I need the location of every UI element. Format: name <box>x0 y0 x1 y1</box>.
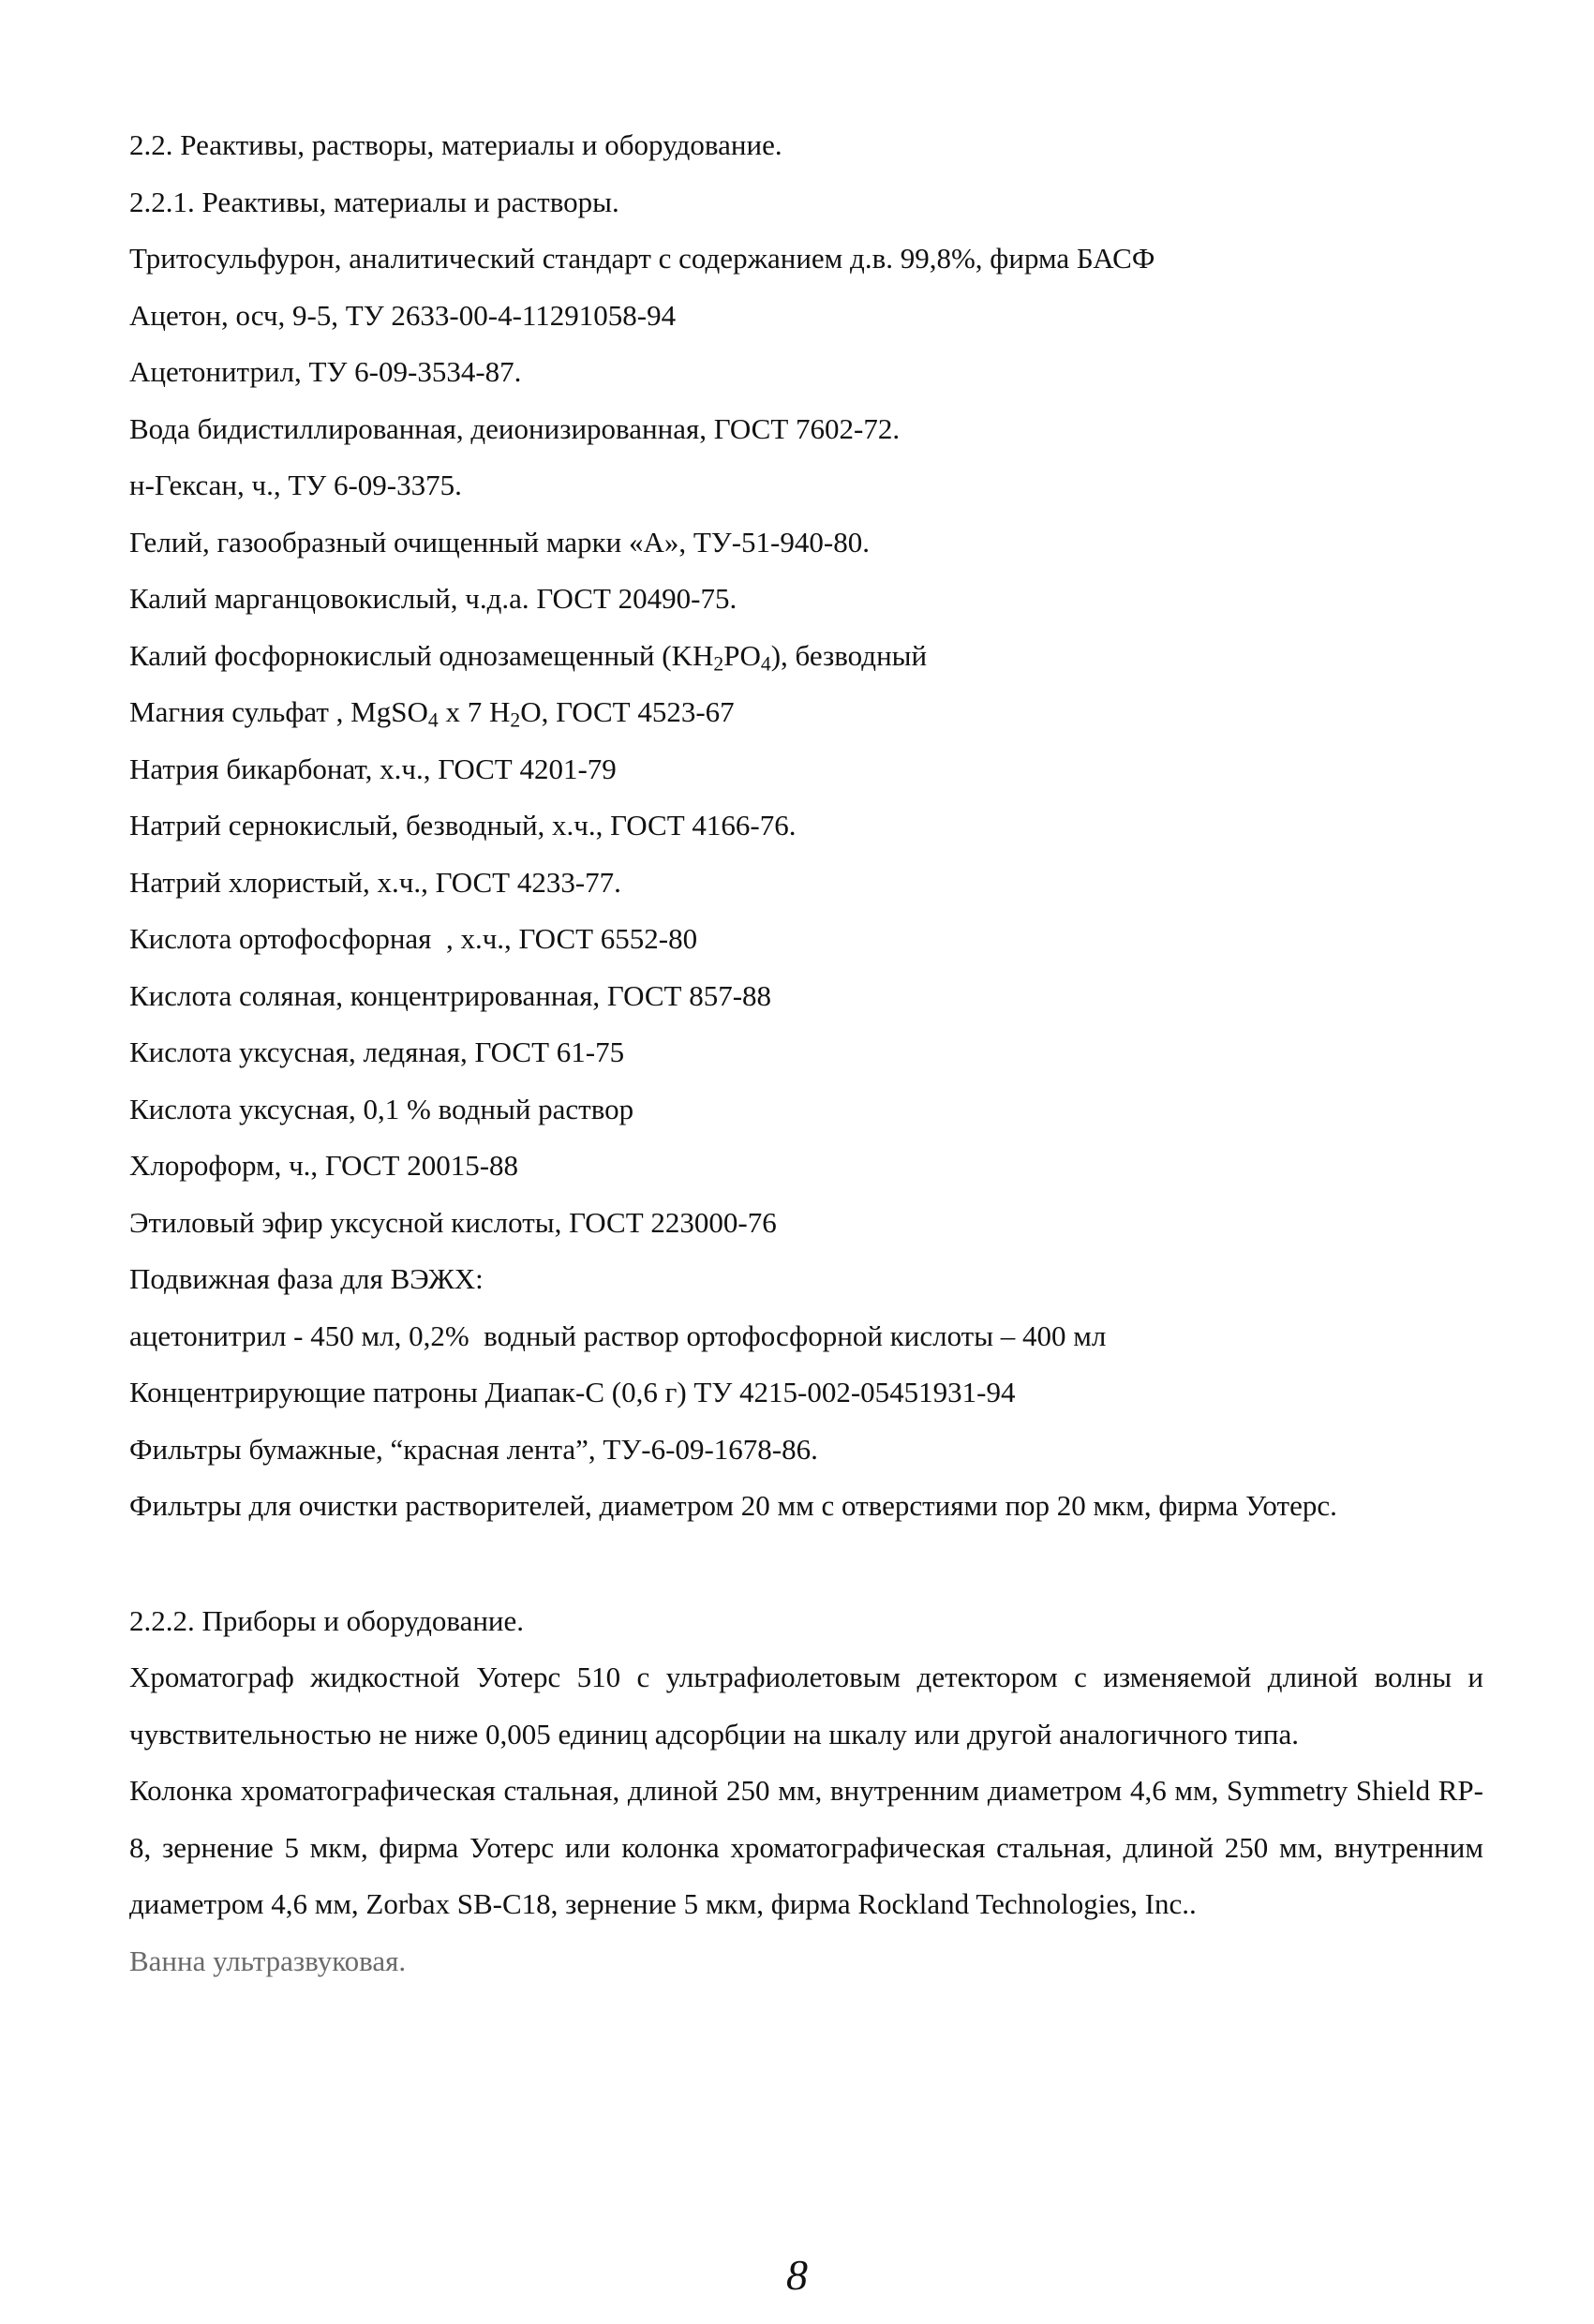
reagent-item: Хлороформ, ч., ГОСТ 20015-88 <box>129 1149 519 1182</box>
reagent-item: Вода бидистиллированная, деионизированная, ГОСТ 7602-72. <box>129 411 901 445</box>
reagent-item: н-Гексан, ч., ТУ 6-09-3375. <box>129 469 462 501</box>
solvent-filters-paragraph: Фильтры для очистки растворителей, диаметром 20 мм с отверстиями пор 20 мкм, фирма Уотерс. <box>129 1489 1337 1522</box>
subsection-heading-equipment: 2.2.2. Приборы и оборудование. <box>129 1603 525 1637</box>
reagent-item: Этиловый эфир уксусной кислоты, ГОСТ 223000-76 <box>129 1205 777 1239</box>
mgso4-subscript: 4 <box>427 708 439 732</box>
reagent-item: Гелий, газообразный очищенный марки «А», ТУ-51-940-80. <box>129 525 870 559</box>
mgso4-text-after: O, ГОСТ 4523-67 <box>520 695 735 728</box>
subsection-heading-reagents: 2.2.1. Реактивы, материалы и растворы. <box>129 185 619 218</box>
mobile-phase-composition: ацетонитрил - 450 мл, 0,2% водный раствор ортофосфорной кислоты – 400 мл <box>129 1318 1107 1352</box>
mgso4-text-before: Магния сульфат , MgSO <box>129 695 428 728</box>
reagent-item: Кислота уксусная, ледяная, ГОСТ 61-75 <box>129 1035 625 1068</box>
kh2po4-subscript: 4 <box>760 651 771 675</box>
reagent-item: Калий марганцовокислый, ч.д.а. ГОСТ 20490-75. <box>129 582 737 615</box>
page-content <box>129 117 1483 1989</box>
reagent-item: Натрия бикарбонат, х.ч., ГОСТ 4201-79 <box>129 752 617 785</box>
reagent-item: Ацетон, осч, 9-5, ТУ 2633-00-4-11291058-94 <box>129 298 677 332</box>
reagent-item: Ацетонитрил, ТУ 6-09-3534-87. <box>129 355 522 388</box>
mgso4-text-mid: x 7 H <box>438 695 511 728</box>
reagent-item: Концентрирующие патроны Диапак-С (0,6 г) ТУ 4215-002-05451931-94 <box>129 1376 1016 1408</box>
reagent-item-mgso4 <box>129 684 1483 741</box>
reagent-item: Фильтры бумажные, “красная лента”, ТУ-6-09-1678-86. <box>129 1432 818 1466</box>
reagent-item-kh2po4 <box>129 628 1483 685</box>
reagent-item: Кислота ортофосфорная , х.ч., ГОСТ 6552-80 <box>129 922 698 955</box>
reagent-item: Тритосульфурон, аналитический стандарт с содержанием д.в. 99,8%, фирма БАСФ <box>129 242 1155 275</box>
kh2po4-text-before: Калий фосфорнокислый однозамещенный (KH <box>129 638 714 672</box>
mobile-phase-heading: Подвижная фаза для ВЭЖХ: <box>129 1262 484 1295</box>
kh2po4-subscript: 2 <box>713 651 724 675</box>
kh2po4-text-after: ), безводный <box>770 638 928 672</box>
column-paragraph: Колонка хроматографическая стальная, длиной 250 мм, внутренним диаметром 4,6 мм, Symmetry Shield RP-8, зернение 5 мкм, фирма Уотерс или колонка хроматографическая стальная, длиной 250 мм, внутренним диаметром 4,6 мм, Zorbax SB-C18, зернение 5 мкм, фирма Rockland Technologies, Inc.. <box>129 1774 1483 1920</box>
section-spacer <box>129 1535 1483 1593</box>
reagent-item: Кислота уксусная, 0,1 % водный раствор <box>129 1092 634 1125</box>
chromatograph-paragraph: Хроматограф жидкостной Уотерс 510 с ультрафиолетовым детектором с изменяемой длиной волны и чувствительностью не ниже 0,005 единиц адсорбции на шкалу или другой аналогичного типа. <box>129 1661 1483 1750</box>
reagent-item: Натрий хлористый, х.ч., ГОСТ 4233-77. <box>129 865 621 899</box>
page-number: 8 <box>786 2251 808 2299</box>
kh2po4-text-mid: PO <box>723 638 761 672</box>
reagent-item: Натрий сернокислый, безводный, х.ч., ГОСТ 4166-76. <box>129 809 797 842</box>
section-heading: 2.2. Реактивы, растворы, материалы и оборудование. <box>129 128 782 161</box>
mgso4-subscript: 2 <box>510 708 521 732</box>
reagent-item: Кислота соляная, концентрированная, ГОСТ 857-88 <box>129 978 772 1012</box>
ultrasonic-bath-item: Ванна ультразвуковая. <box>129 1944 407 1977</box>
